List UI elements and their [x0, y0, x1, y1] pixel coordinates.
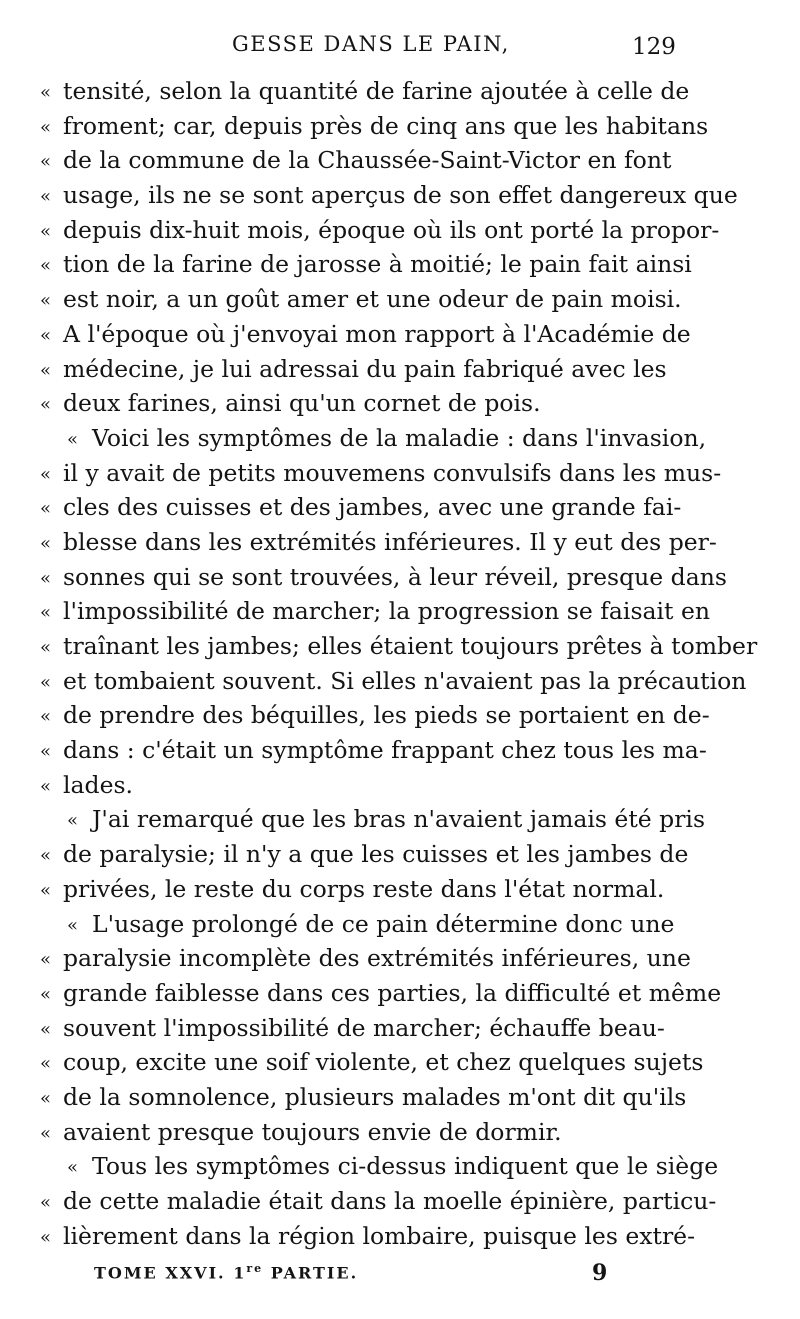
quote-mark: « — [40, 1053, 52, 1075]
text-line — [0, 802, 800, 837]
text-line — [0, 282, 800, 317]
line-text: deux farines, ainsi qu'un cornet de pois. — [63, 389, 541, 418]
quote-mark: « — [40, 741, 52, 763]
text-line — [0, 1149, 800, 1184]
quote-mark: « — [67, 914, 79, 936]
line-text: A l'époque où j'envoyai mon rapport à l'Académie de — [63, 319, 691, 348]
line-text: lades. — [63, 770, 134, 799]
text-line — [0, 143, 800, 178]
text-line — [0, 594, 800, 629]
text-line — [0, 1219, 800, 1254]
text-line — [0, 247, 800, 282]
quote-mark: « — [40, 116, 52, 138]
quote-mark: « — [40, 1087, 52, 1109]
line-text: dans : c'était un symptôme frappant chez tous les ma- — [63, 736, 707, 765]
text-line — [0, 1115, 800, 1150]
quote-mark: « — [40, 879, 52, 901]
text-line — [0, 941, 800, 976]
text-line — [0, 352, 800, 387]
line-text: tensité, selon la quantité de farine ajoutée à celle de — [63, 77, 690, 105]
quote-mark: « — [40, 220, 52, 242]
quote-mark: « — [40, 394, 52, 416]
text-line — [0, 525, 800, 560]
body-text — [0, 74, 800, 1253]
quote-mark: « — [40, 186, 52, 208]
text-line — [0, 317, 800, 352]
text-line — [0, 386, 800, 421]
line-text: privées, le reste du corps reste dans l'état normal. — [63, 874, 665, 903]
signature-tome: TOME XXVI. 1 — [94, 1263, 247, 1283]
line-text: sonnes qui se sont trouvées, à leur réveil, presque dans — [63, 562, 727, 591]
line-text: il y avait de petits mouvemens convulsifs dans les mus- — [63, 458, 722, 487]
line-text: Voici les symptômes de la maladie : dans l'invasion, — [92, 423, 707, 452]
page-number: 129 — [632, 34, 676, 60]
signature-part: PARTIE. — [263, 1263, 359, 1283]
line-text: blesse dans les extrémités inférieures. Il y eut des per- — [63, 527, 717, 556]
line-text: est noir, a un goût amer et une odeur de pain moisi. — [63, 285, 682, 314]
quote-mark: « — [40, 463, 52, 485]
line-text: Tous les symptômes ci-dessus indiquent que le siège — [92, 1152, 719, 1181]
quote-mark: « — [40, 1018, 52, 1040]
text-line — [0, 1011, 800, 1046]
page-footer — [0, 1262, 800, 1292]
text-line — [0, 421, 800, 456]
quote-mark: « — [40, 1192, 52, 1213]
line-text: usage, ils ne se sont aperçus de son effet dangereux que — [63, 181, 738, 210]
line-text: de la somnolence, plusieurs malades m'ont dit qu'ils — [63, 1082, 687, 1111]
quote-mark: « — [40, 637, 52, 658]
line-text: de cette maladie était dans la moelle épinière, particu- — [63, 1187, 717, 1215]
line-text: de prendre des béquilles, les pieds se portaient en de- — [63, 701, 710, 730]
quote-mark: « — [40, 567, 52, 589]
line-text: froment; car, depuis près de cinq ans que les habitans — [63, 111, 709, 140]
text-line — [0, 733, 800, 768]
text-line — [0, 74, 800, 109]
quote-mark: « — [40, 324, 52, 346]
line-text: de paralysie; il n'y a que les cuisses et les jambes de — [63, 840, 689, 869]
quote-mark: « — [40, 532, 52, 554]
line-text: J'ai remarqué que les bras n'avaient jamais été pris — [92, 805, 706, 834]
text-line — [0, 1184, 800, 1219]
line-text: lièrement dans la région lombaire, puisque les extré- — [63, 1221, 696, 1250]
quote-mark: « — [67, 810, 79, 832]
line-text: tion de la farine de jarosse à moitié; le pain fait ainsi — [63, 250, 692, 279]
page-header — [0, 30, 800, 70]
line-text: coup, excite une soif violente, et chez quelques sujets — [63, 1048, 704, 1077]
text-line — [0, 698, 800, 733]
quote-mark: « — [40, 983, 52, 1005]
line-text: paralysie incomplète des extrémités inférieures, une — [63, 944, 691, 973]
quote-mark: « — [40, 151, 52, 173]
line-text: de la commune de la Chaussée-Saint-Victor en font — [63, 146, 672, 175]
line-text: L'usage prolongé de ce pain détermine donc une — [92, 909, 675, 938]
line-text: et tombaient souvent. Si elles n'avaient pas la précaution — [63, 666, 747, 695]
quote-mark: « — [40, 671, 52, 693]
text-line — [0, 213, 800, 248]
quote-mark: « — [40, 949, 52, 971]
quote-mark: « — [40, 602, 52, 624]
signature-superscript: re — [246, 1262, 264, 1275]
quote-mark: « — [67, 1157, 79, 1179]
signature-mark — [94, 1262, 358, 1282]
quote-mark: « — [40, 255, 52, 277]
text-line — [0, 456, 800, 491]
text-line — [0, 664, 800, 699]
text-line — [0, 1045, 800, 1080]
text-line — [0, 976, 800, 1011]
line-text: avaient presque toujours envie de dormir. — [63, 1117, 562, 1146]
line-text: traînant les jambes; elles étaient toujours prêtes à tomber — [63, 632, 758, 660]
text-line — [0, 629, 800, 664]
quote-mark: « — [40, 82, 52, 103]
line-text: l'impossibilité de marcher; la progression se faisait en — [63, 597, 710, 626]
quote-mark: « — [40, 359, 52, 381]
text-line — [0, 872, 800, 907]
quote-mark: « — [40, 845, 52, 867]
line-text: depuis dix-huit mois, époque où ils ont porté la propor- — [63, 215, 720, 244]
text-line — [0, 109, 800, 144]
text-line — [0, 560, 800, 595]
quote-mark: « — [67, 428, 79, 450]
quote-mark: « — [40, 498, 52, 520]
sheet-number: 9 — [592, 1260, 608, 1286]
line-text: grande faiblesse dans ces parties, la difficulté et même — [63, 978, 722, 1007]
quote-mark: « — [40, 290, 52, 312]
text-line — [0, 907, 800, 942]
line-text: souvent l'impossibilité de marcher; échauffe beau- — [63, 1013, 665, 1042]
text-line — [0, 768, 800, 803]
running-head: GESSE DANS LE PAIN, — [232, 32, 510, 56]
text-line — [0, 837, 800, 872]
quote-mark: « — [40, 706, 52, 728]
quote-mark: « — [40, 1122, 52, 1144]
line-text: cles des cuisses et des jambes, avec une grande fai- — [63, 493, 682, 522]
quote-mark: « — [40, 775, 52, 797]
text-line — [0, 178, 800, 213]
line-text: médecine, je lui adressai du pain fabriqué avec les — [63, 354, 667, 383]
text-line — [0, 490, 800, 525]
text-line — [0, 1080, 800, 1115]
quote-mark: « — [40, 1226, 52, 1248]
